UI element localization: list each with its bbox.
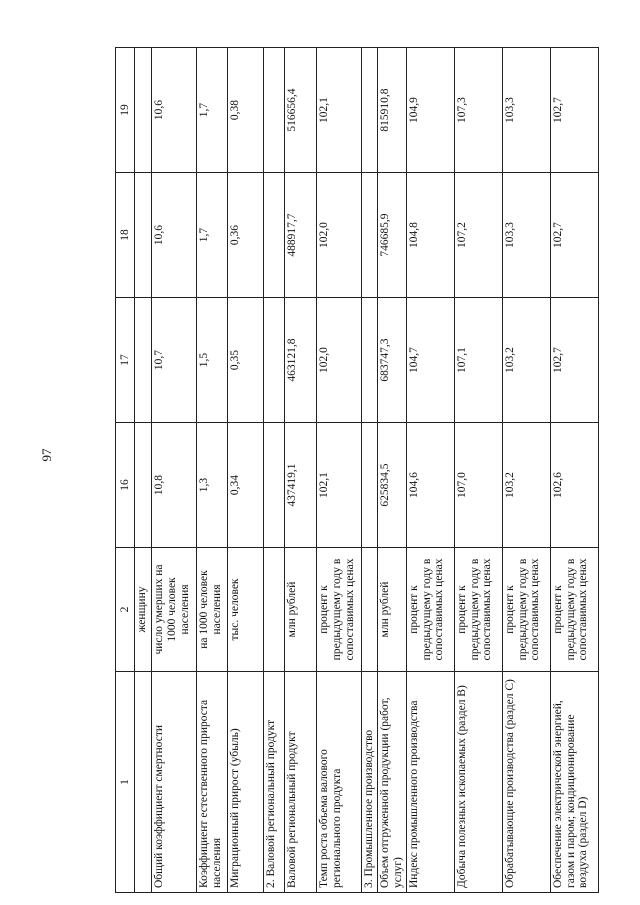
value-cell: 0,35 [228, 298, 264, 423]
value-cell: 102,1 [317, 48, 362, 173]
value-cell: 104,6 [406, 423, 454, 548]
value-cell: 10,6 [152, 173, 197, 298]
value-cell: 102,7 [550, 173, 598, 298]
value-cell: 1,3 [197, 423, 228, 548]
table-row [550, 48, 598, 893]
value-cell: 107,3 [454, 48, 502, 173]
value-cell [362, 423, 378, 548]
section-title: 3. Промышленное производство [362, 672, 378, 893]
indicator-cell: Добыча полезных ископаемых (раздел B) [454, 672, 502, 893]
value-cell: 107,0 [454, 423, 502, 548]
table-row [454, 48, 502, 893]
indicator-cell: Обеспечение электрической энергией, газом и паром; кондиционирование воздуха (раздел D) [550, 672, 598, 893]
value-cell: 463121,8 [285, 298, 317, 423]
unit-cell: процент к предыдущему году в сопоставимых ценах [317, 548, 362, 672]
indicator-cell: Миграционный прирост (убыль) [228, 672, 264, 893]
header-cell-year-17: 17 [116, 298, 135, 423]
header-cell-indicator: 1 [116, 672, 135, 893]
table-row [285, 48, 317, 893]
value-cell [362, 298, 378, 423]
value-cell [135, 423, 152, 548]
value-cell [135, 48, 152, 173]
value-cell: 683747,3 [377, 298, 406, 423]
indicator-cell: Коэффициент естественного прироста населения [197, 672, 228, 893]
unit-cell [264, 548, 285, 672]
value-cell: 625834,5 [377, 423, 406, 548]
value-cell: 1,5 [197, 298, 228, 423]
value-cell: 103,3 [502, 48, 550, 173]
header-row [116, 48, 135, 893]
header-cell-year-18: 18 [116, 173, 135, 298]
statistics-table [115, 47, 599, 893]
value-cell: 815910,8 [377, 48, 406, 173]
table-row [406, 48, 454, 893]
value-cell: 104,8 [406, 173, 454, 298]
rotated-table-container [115, 48, 590, 893]
value-cell: 488917,7 [285, 173, 317, 298]
value-cell: 0,38 [228, 48, 264, 173]
value-cell: 0,34 [228, 423, 264, 548]
value-cell: 102,0 [317, 173, 362, 298]
table-row [135, 48, 152, 893]
section-title: 2. Валовой региональный продукт [264, 672, 285, 893]
value-cell [264, 423, 285, 548]
value-cell: 102,1 [317, 423, 362, 548]
header-cell-year-19: 19 [116, 48, 135, 173]
value-cell [264, 48, 285, 173]
value-cell: 0,36 [228, 173, 264, 298]
value-cell: 102,7 [550, 298, 598, 423]
unit-cell [362, 548, 378, 672]
indicator-cell: Обрабатывающие производства (раздел C) [502, 672, 550, 893]
header-cell-year-16: 16 [116, 423, 135, 548]
value-cell: 103,2 [502, 298, 550, 423]
indicator-cell: Общий коэффициент смертности [152, 672, 197, 893]
section-row [362, 48, 378, 893]
value-cell: 746685,9 [377, 173, 406, 298]
value-cell: 10,6 [152, 48, 197, 173]
unit-cell: млн рублей [377, 548, 406, 672]
value-cell [362, 173, 378, 298]
value-cell: 437419,1 [285, 423, 317, 548]
unit-cell: процент к предыдущему году в сопоставимых ценах [550, 548, 598, 672]
indicator-cell [135, 672, 152, 893]
value-cell: 10,7 [152, 298, 197, 423]
value-cell: 107,2 [454, 173, 502, 298]
value-cell: 102,7 [550, 48, 598, 173]
value-cell: 1,7 [197, 48, 228, 173]
table-row [228, 48, 264, 893]
unit-cell: тыс. человек [228, 548, 264, 672]
table-row [152, 48, 197, 893]
value-cell: 103,2 [502, 423, 550, 548]
value-cell: 10,8 [152, 423, 197, 548]
value-cell [264, 298, 285, 423]
indicator-cell: Валовой региональный продукт [285, 672, 317, 893]
unit-cell: процент к предыдущему году в сопоставимых ценах [406, 548, 454, 672]
table-row [197, 48, 228, 893]
unit-cell: женщину [135, 548, 152, 672]
indicator-cell: Объем отгруженной продукции (работ, услуг) [377, 672, 406, 893]
value-cell [264, 173, 285, 298]
value-cell [135, 298, 152, 423]
value-cell: 104,7 [406, 298, 454, 423]
value-cell: 102,0 [317, 298, 362, 423]
indicator-cell: Индекс промышленного производства [406, 672, 454, 893]
value-cell [362, 48, 378, 173]
table-row [502, 48, 550, 893]
table-row [377, 48, 406, 893]
value-cell: 107,1 [454, 298, 502, 423]
table-row [317, 48, 362, 893]
section-row [264, 48, 285, 893]
unit-cell: процент к предыдущему году в сопоставимых ценах [454, 548, 502, 672]
value-cell: 1,7 [197, 173, 228, 298]
unit-cell: число умерших на 1000 человек населения [152, 548, 197, 672]
unit-cell: процент к предыдущему году в сопоставимых ценах [502, 548, 550, 672]
value-cell: 104,9 [406, 48, 454, 173]
indicator-cell: Темп роста объема валового регионального продукта [317, 672, 362, 893]
value-cell: 516656,4 [285, 48, 317, 173]
value-cell: 102,6 [550, 423, 598, 548]
unit-cell: на 1000 человек населения [197, 548, 228, 672]
value-cell [135, 173, 152, 298]
header-cell-unit: 2 [116, 548, 135, 672]
value-cell: 103,3 [502, 173, 550, 298]
page-number: 97 [39, 448, 54, 462]
unit-cell: млн рублей [285, 548, 317, 672]
